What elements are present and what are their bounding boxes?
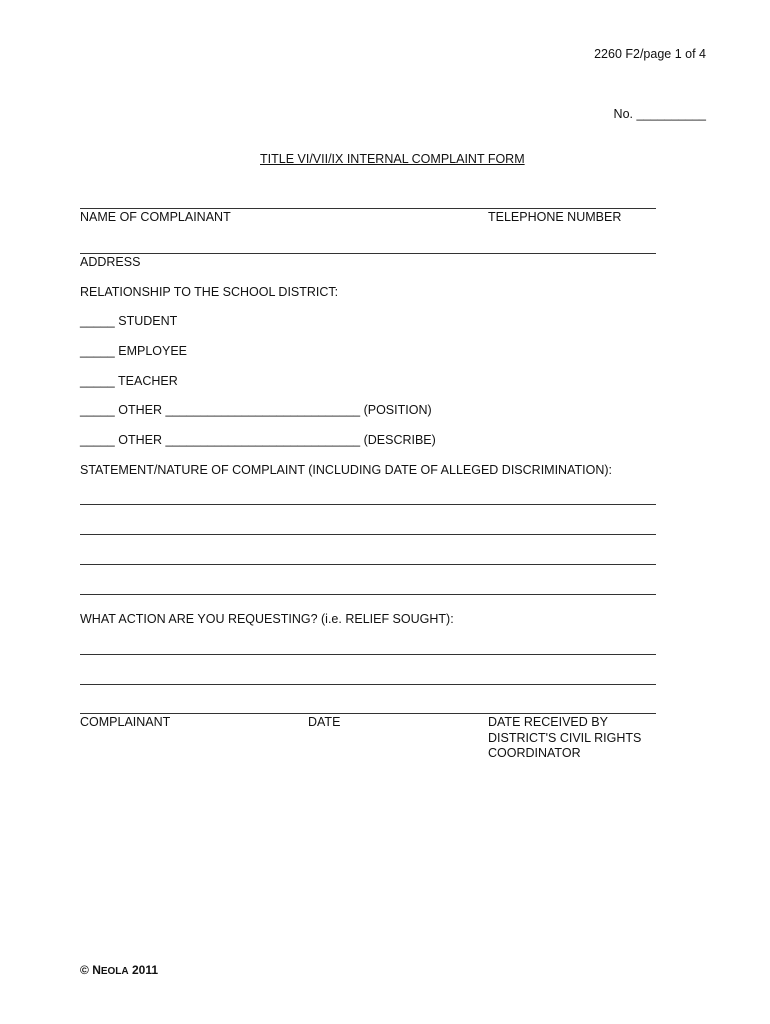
address-label: ADDRESS	[80, 255, 141, 269]
option-teacher: _____ TEACHER	[80, 374, 178, 388]
page-ref: 2260 F2/page 1 of 4	[594, 47, 706, 61]
signature-line	[80, 713, 656, 714]
signature-date-label: DATE	[308, 715, 341, 729]
telephone-label: TELEPHONE NUMBER	[488, 210, 622, 224]
option-student: _____ STUDENT	[80, 314, 178, 328]
date-received-line-3: COORDINATOR	[488, 746, 581, 760]
statement-line	[80, 594, 656, 595]
name-label: NAME OF COMPLAINANT	[80, 210, 231, 224]
copyright-year: 2011	[131, 963, 159, 977]
statement-line	[80, 534, 656, 535]
date-received-line-2: DISTRICT'S CIVIL RIGHTS	[488, 730, 642, 745]
date-received-label	[488, 715, 641, 762]
relationship-label: RELATIONSHIP TO THE SCHOOL DISTRICT:	[80, 285, 339, 299]
action-label: WHAT ACTION ARE YOU REQUESTING? (i.e. RELIEF SOUGHT):	[80, 612, 454, 626]
name-line	[80, 208, 656, 209]
copyright-symbol: ©	[80, 963, 89, 977]
complainant-signature-label: COMPLAINANT	[80, 715, 171, 729]
statement-label: STATEMENT/NATURE OF COMPLAINT (INCLUDING DATE OF ALLEGED DISCRIMINATION):	[80, 463, 612, 477]
statement-line	[80, 564, 656, 565]
address-line	[80, 253, 656, 254]
option-employee: _____ EMPLOYEE	[80, 344, 188, 358]
form-title: TITLE VI/VII/IX INTERNAL COMPLAINT FORM	[260, 152, 525, 166]
copyright-footer	[80, 963, 158, 977]
action-line	[80, 684, 656, 685]
date-received-line-1: DATE RECEIVED BY	[488, 715, 608, 729]
action-line	[80, 654, 656, 655]
brand-name	[92, 963, 128, 977]
brand-initial: N	[92, 963, 101, 977]
option-other-describe: _____ OTHER ____________________________ (DESCRIBE)	[80, 433, 436, 447]
complaint-number: No. __________	[613, 107, 706, 121]
brand-rest: EOLA	[100, 966, 129, 977]
statement-line	[80, 504, 656, 505]
option-other-position: _____ OTHER ____________________________ (POSITION)	[80, 403, 432, 417]
